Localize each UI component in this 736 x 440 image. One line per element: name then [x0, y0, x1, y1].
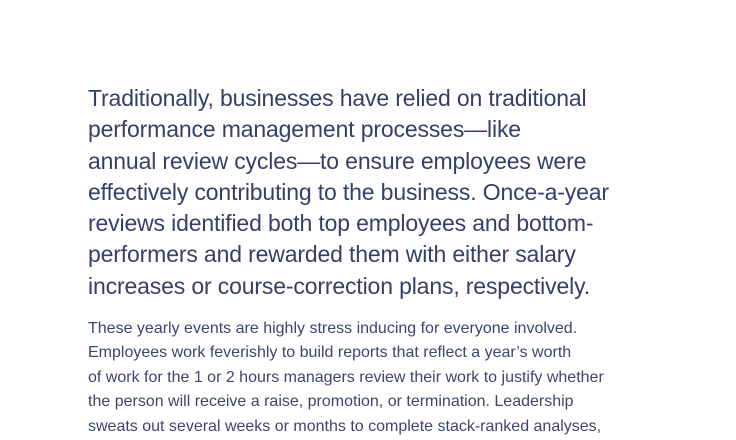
body-line: Employees work feverishly to build reports that reflect a year’s worth — [88, 344, 572, 362]
body-line: the person will receive a raise, promotion, or termination. Leadership — [88, 393, 574, 411]
body-line: sweats out several weeks or months to complete stack-ranked analyses, — [88, 417, 602, 435]
body-line: of work for the 1 or 2 hours managers review their work to justify whether — [88, 368, 604, 386]
lead-line: effectively contributing to the business. Once-a-year — [88, 178, 609, 205]
lead-line: Traditionally, businesses have relied on traditional — [88, 85, 587, 111]
lead-line: performers and rewarded them with either salary — [88, 241, 576, 268]
lead-line: annual review cycles—to ensure employees were — [88, 147, 587, 174]
lead-paragraph — [88, 83, 648, 302]
body-paragraph — [88, 317, 648, 439]
lead-line: increases or course-correction plans, respectively. — [88, 272, 590, 299]
lead-line: performance management processes—like — [88, 116, 521, 143]
article — [88, 83, 648, 439]
lead-line: reviews identified both top employees and bottom- — [88, 210, 594, 237]
body-line: These yearly events are highly stress inducing for everyone involved. — [88, 320, 578, 338]
